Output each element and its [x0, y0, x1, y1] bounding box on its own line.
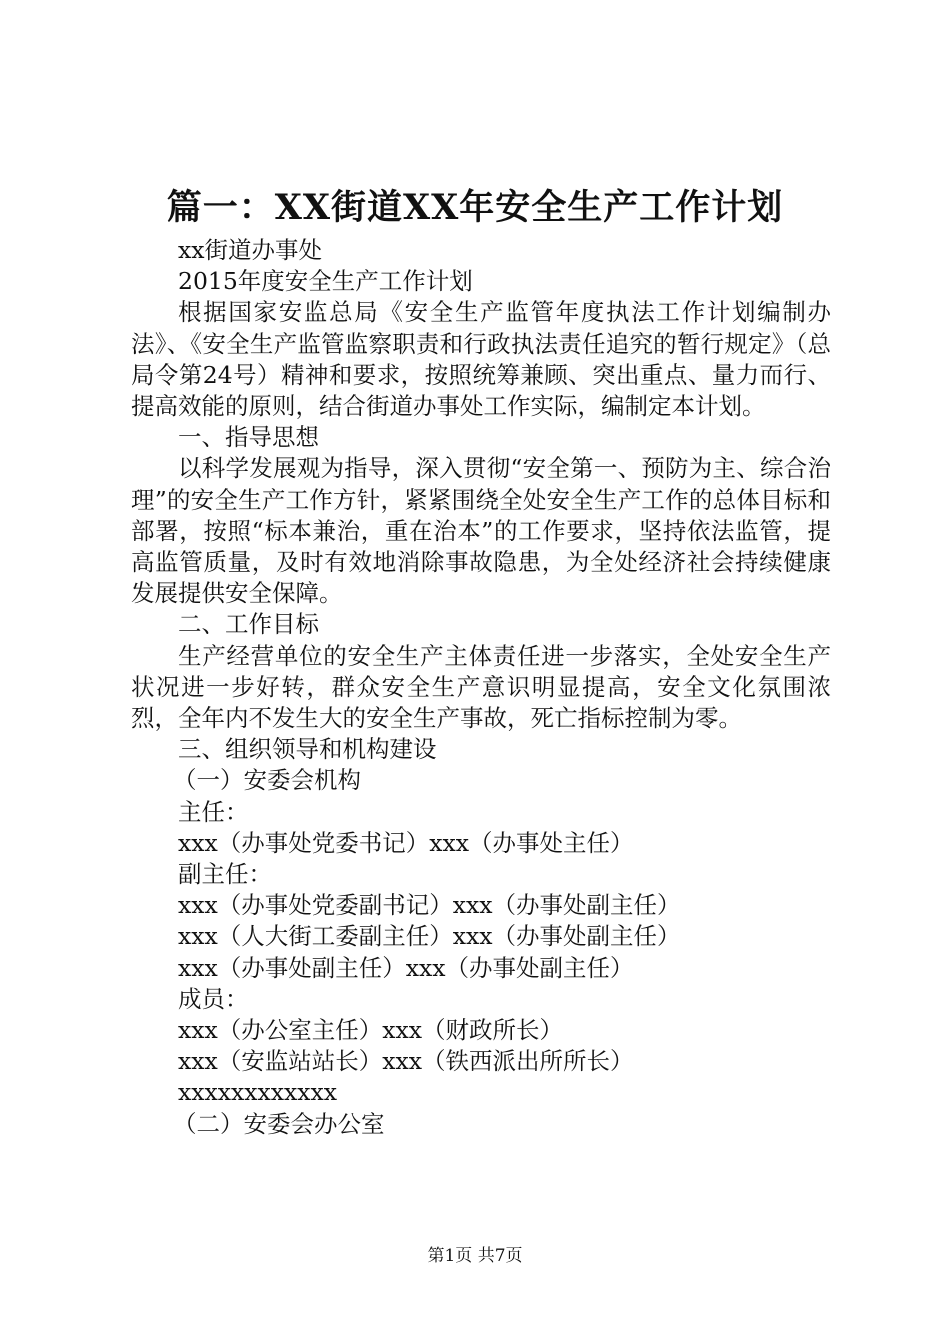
members-label: 成员： — [178, 984, 249, 1013]
section-paragraph: 生产经营单位的安全生产主体责任进一步落实，全处安全生产状况进一步好转，群众安全生产意识明显提高，安全文化氛围浓烈，全年内不发生大的安全生产事故，死亡指标控制为零。 — [131, 641, 831, 733]
subsection-heading: （一）安委会机构 — [173, 766, 361, 795]
director-line: xxx（办事处党委书记）xxx（办事处主任） — [178, 828, 634, 857]
deputy-line: xxx（办事处党委副书记）xxx（办事处副主任） — [178, 891, 681, 920]
deputy-label: 副主任： — [178, 860, 272, 889]
plan-name-line: 2015年度安全生产工作计划 — [178, 267, 473, 296]
section-heading: 一、指导思想 — [178, 423, 319, 452]
org-line: xx街道办事处 — [178, 236, 323, 264]
member-line: xxxxxxxxxxxx — [178, 1078, 338, 1107]
section-paragraph: 以科学发展观为指导，深入贯彻“安全第一、预防为主、综合治理”的安全生产工作方针，紧紧围绕全处安全生产工作的总体目标和部署，按照“标本兼治，重在治本”的工作要求，坚持依法监管，提高监管质量，及时有效地消除事故隐患，为全处经济社会持续健康发展提供安全保障。 — [131, 454, 831, 608]
member-line: xxx（办公室主任）xxx（财政所长） — [178, 1016, 564, 1045]
section-heading: 二、工作目标 — [178, 610, 319, 639]
document-body — [131, 235, 831, 1140]
subsection-heading: （二）安委会办公室 — [173, 1109, 385, 1138]
intro-paragraph: 根据国家安监总局《安全生产监管年度执法工作计划编制办法》、《安全生产监管监察职责和行政执法责任追究的暂行规定》（总局令第24号）精神和要求，按照统筹兼顾、突出重点、量力而行、提高效能的原则，结合街道办事处工作实际，编制定本计划。 — [131, 298, 831, 421]
section-heading: 三、组织领导和机构建设 — [178, 735, 437, 764]
page-number-footer: 第1页 共7页 — [427, 1246, 523, 1266]
document-title: 篇一：XX街道XX年安全生产工作计划 — [166, 187, 784, 228]
director-label: 主任： — [178, 797, 249, 826]
deputy-line: xxx（人大街工委副主任）xxx（办事处副主任） — [178, 922, 681, 951]
member-line: xxx（安监站站长）xxx（铁西派出所所长） — [178, 1047, 634, 1076]
deputy-line: xxx（办事处副主任）xxx（办事处副主任） — [178, 953, 634, 982]
